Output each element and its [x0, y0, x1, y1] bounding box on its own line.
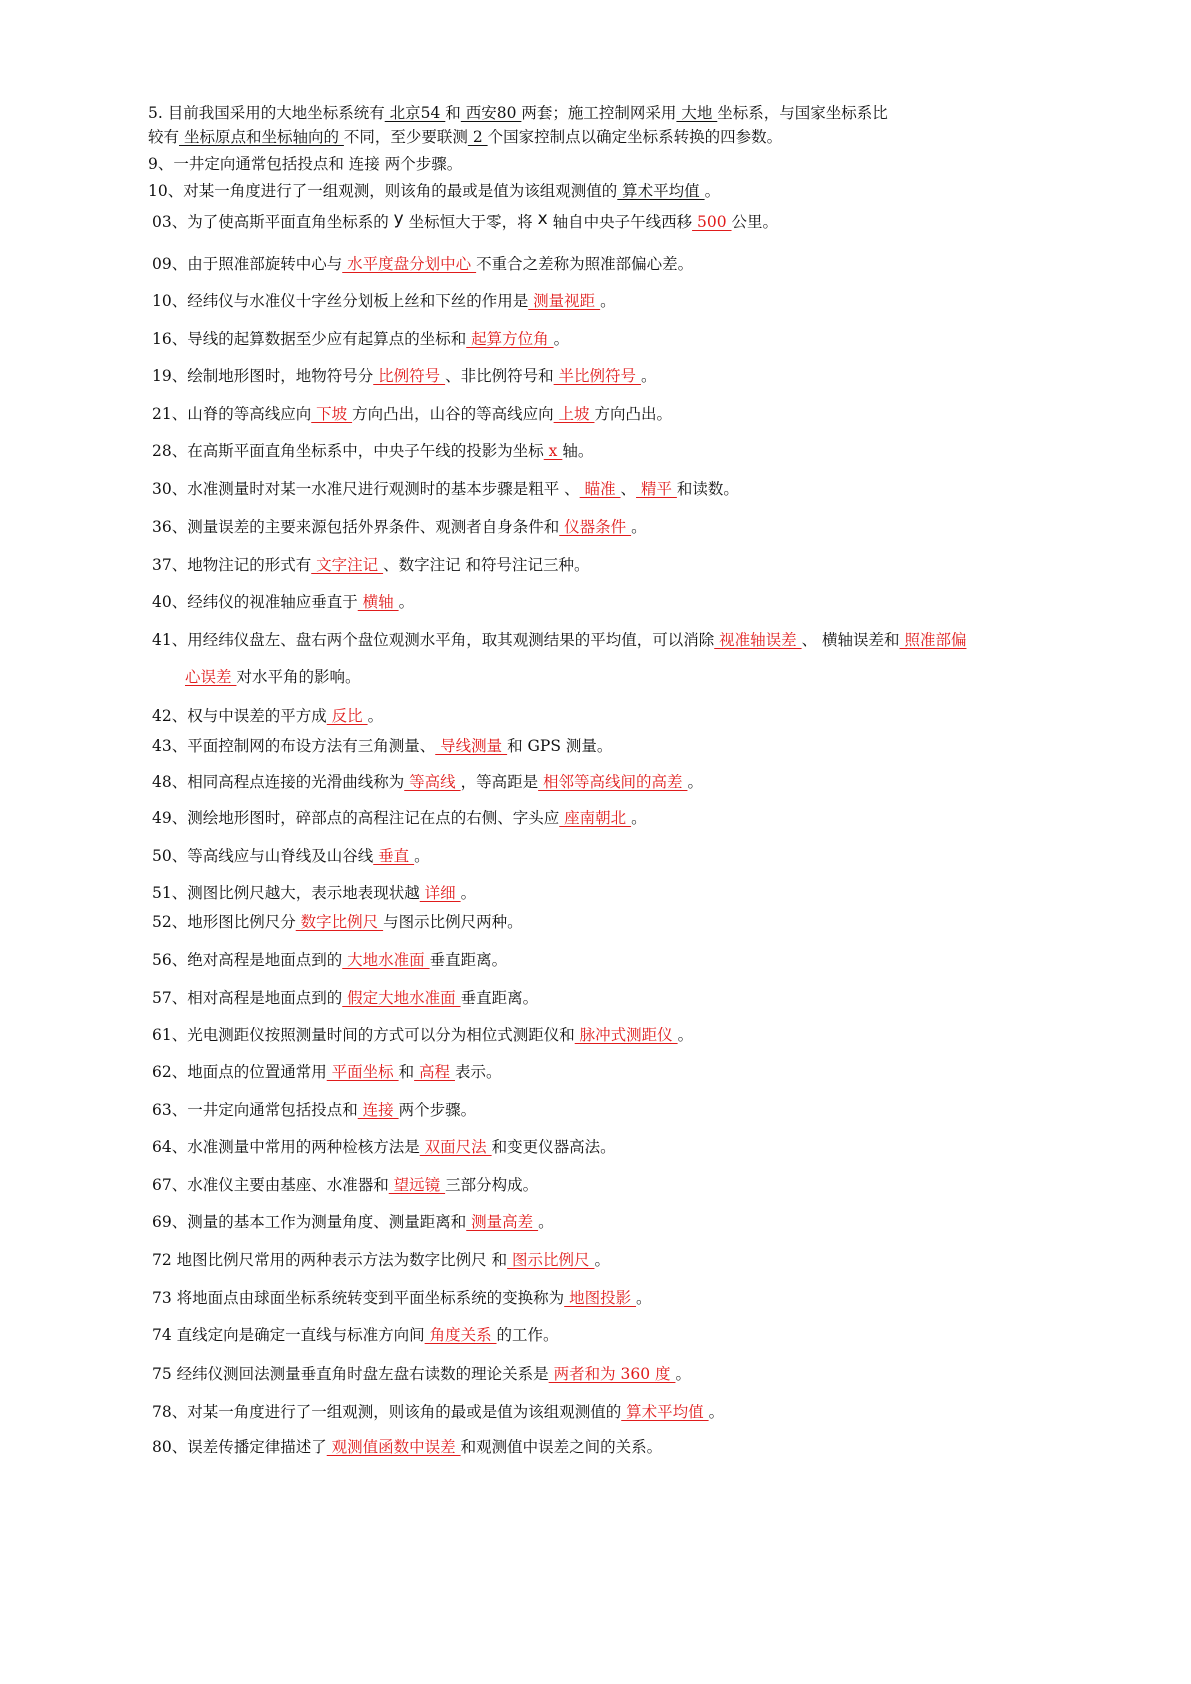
question-text: 三部分构成。 — [445, 1176, 539, 1194]
question-text: 。 — [675, 1365, 691, 1383]
answer-blank: 座南朝北 — [559, 809, 632, 827]
answer-blank: 双面尺法 — [419, 1138, 492, 1156]
question-line — [152, 1025, 1112, 1045]
question-text: 57、相对高程是地面点到的 — [152, 989, 343, 1007]
question-text: 。 — [704, 182, 721, 200]
answer-blank: 北京54 — [384, 104, 446, 122]
question-text: 和 — [398, 1063, 415, 1081]
answer-blank: 假定大地水准面 — [342, 989, 461, 1007]
axis-symbol: y — [393, 209, 404, 229]
question-text: 。 — [677, 1026, 694, 1044]
question-line — [152, 1100, 1112, 1120]
question-line — [152, 555, 1112, 575]
question-line — [148, 103, 1108, 123]
question-line — [152, 1288, 1112, 1308]
question-line — [152, 366, 1112, 386]
question-text: 和 GPS 测量。 — [507, 737, 613, 755]
question-line — [152, 517, 1112, 537]
question-line — [152, 441, 1112, 461]
question-text: 36、测量误差的主要来源包括外界条件、观测者自身条件和 — [152, 518, 560, 536]
answer-blank: 大地水准面 — [342, 951, 430, 969]
question-text: 80、误差传播定律描述了 — [152, 1438, 327, 1456]
question-line — [152, 846, 1112, 866]
question-text: 03、为了使高斯平面直角坐标系的 — [152, 213, 394, 231]
question-line — [152, 630, 1112, 650]
question-line — [152, 772, 1112, 792]
answer-blank: 上坡 — [553, 405, 595, 423]
question-text: 。 — [708, 1403, 725, 1421]
answer-blank: 半比例符号 — [553, 367, 641, 385]
question-line — [152, 209, 1112, 232]
answer-blank: 测量视距 — [528, 292, 601, 310]
answer-blank: 文字注记 — [311, 556, 384, 574]
question-text: 对水平角的影响。 — [236, 668, 361, 686]
answer-blank: 大地 — [676, 104, 718, 122]
question-line — [148, 181, 1108, 201]
question-text: 较有 — [148, 128, 180, 146]
question-text: ，等高距是 — [460, 773, 539, 791]
question-line — [152, 883, 1112, 903]
question-text: 51、测图比例尺越大，表示地表现状越 — [152, 884, 420, 902]
question-text: 。 — [687, 773, 703, 791]
answer-blank: 算术平均值 — [617, 182, 705, 200]
answer-blank: 下坡 — [311, 405, 353, 423]
question-line — [152, 254, 1112, 274]
question-line — [152, 988, 1112, 1008]
question-text: 的工作。 — [496, 1326, 559, 1344]
answer-blank: 仪器条件 — [559, 518, 632, 536]
question-text: 、 横轴误差和 — [801, 631, 900, 649]
question-text: 78、对某一角度进行了一组观测，则该角的最或是值为该组观测值的 — [152, 1403, 622, 1421]
question-text: 10、经纬仪与水准仪十字丝分划板上丝和下丝的作用是 — [152, 292, 529, 310]
question-text: 63、一井定向通常包括投点和 — [152, 1101, 358, 1119]
question-line — [152, 808, 1112, 828]
question-line — [152, 1364, 1112, 1384]
question-text: 。 — [460, 884, 477, 902]
question-text: 和 — [445, 104, 461, 122]
answer-blank: 心误差 — [185, 668, 237, 686]
answer-blank: 精平 — [636, 480, 677, 498]
question-text: 37、地物注记的形式有 — [152, 556, 312, 574]
answer-blank: 算术平均值 — [621, 1403, 709, 1421]
question-text: 、 — [620, 480, 637, 498]
question-text: 9、一井定向通常包括投点和 连接 两个步骤。 — [148, 155, 463, 173]
answer-blank: 垂直 — [373, 847, 415, 865]
question-text: 50、等高线应与山脊线及山谷线 — [152, 847, 374, 865]
question-text: 不同，至少要联测 — [343, 128, 468, 146]
answer-blank: 500 — [692, 213, 732, 231]
question-text: 21、山脊的等高线应向 — [152, 405, 312, 423]
question-text: 表示。 — [454, 1063, 502, 1081]
question-line — [152, 479, 1112, 499]
answer-blank: 照准部偏 — [899, 631, 967, 649]
question-text: 垂直距离。 — [460, 989, 539, 1007]
answer-blank: 高程 — [414, 1063, 455, 1081]
question-text: 坐标系，与国家坐标系比 — [717, 104, 888, 122]
question-text: 个国家控制点以确定坐标系转换的四参数。 — [487, 128, 783, 146]
answer-blank: 比例符号 — [373, 367, 446, 385]
question-text: 73 将地面点由球面坐标系统转变到平面坐标系统的变换称为 — [152, 1289, 565, 1307]
question-text: 42、权与中误差的平方成 — [152, 707, 327, 725]
question-text: 。 — [553, 330, 570, 348]
question-text: 09、由于照准部旋转中心与 — [152, 255, 343, 273]
answer-blank: 起算方位角 — [466, 330, 554, 348]
question-text: 10、对某一角度进行了一组观测，则该角的最或是值为该组观测值的 — [148, 182, 618, 200]
question-text: 公里。 — [731, 213, 779, 231]
question-text: 16、导线的起算数据至少应有起算点的坐标和 — [152, 330, 467, 348]
question-line — [152, 706, 1112, 726]
answer-blank: 角度关系 — [424, 1326, 497, 1344]
question-text: 28、在高斯平面直角坐标系中，中央子午线的投影为坐标 — [152, 442, 544, 460]
question-line — [185, 667, 1145, 687]
answer-blank: 2 — [467, 128, 488, 146]
question-line — [152, 1175, 1112, 1195]
question-text: 坐标恒大于零，将 — [403, 213, 538, 231]
question-text: 41、用经纬仪盘左、盘右两个盘位观测水平角，取其观测结果的平均值，可以消除 — [152, 631, 715, 649]
answer-blank: x — [543, 442, 563, 460]
question-text: 30、水准测量时对某一水准尺进行观测时的基本步骤是粗平 、 — [152, 480, 580, 498]
question-text: 、数字注记 和符号注记三种。 — [383, 556, 590, 574]
answer-blank: 平面坐标 — [326, 1063, 399, 1081]
answer-blank: 测量高差 — [466, 1213, 539, 1231]
question-text: 。 — [414, 847, 430, 865]
answer-blank: 视准轴误差 — [714, 631, 802, 649]
question-text: 和变更仪器高法。 — [491, 1138, 616, 1156]
question-text: 61、光电测距仪按照测量时间的方式可以分为相位式测距仪和 — [152, 1026, 575, 1044]
answer-blank: 脉冲式测距仪 — [574, 1026, 678, 1044]
answer-blank: 连接 — [357, 1101, 399, 1119]
question-line — [152, 1402, 1112, 1422]
question-text: 、非比例符号和 — [445, 367, 554, 385]
question-line — [152, 1437, 1112, 1457]
answer-blank: 横轴 — [357, 593, 399, 611]
answer-blank: 两者和为 360 度 — [548, 1365, 676, 1383]
question-line — [152, 592, 1112, 612]
question-text: 。 — [636, 1289, 652, 1307]
answer-blank: 瞄准 — [579, 480, 621, 498]
question-text: 67、水准仪主要由基座、水准器和 — [152, 1176, 389, 1194]
question-text: 。 — [631, 809, 647, 827]
answer-blank: 反比 — [326, 707, 368, 725]
question-text: 5. 目前我国采用的大地坐标系统有 — [148, 104, 385, 122]
question-text: 75 经纬仪测回法测量垂直角时盘左盘右读数的理论关系是 — [152, 1365, 549, 1383]
question-line — [152, 1062, 1112, 1082]
question-text: 轴自中央子午线西移 — [547, 213, 693, 231]
question-text: 两个步骤。 — [398, 1101, 477, 1119]
question-text: 40、经纬仪的视准轴应垂直于 — [152, 593, 358, 611]
question-text: 不重合之差称为照准部偏心差。 — [476, 255, 694, 273]
question-text: 与图示比例尺两种。 — [383, 913, 523, 931]
question-text: 。 — [594, 1251, 610, 1269]
question-text: 62、地面点的位置通常用 — [152, 1063, 327, 1081]
question-line — [152, 912, 1112, 932]
question-line — [152, 1212, 1112, 1232]
answer-blank: 地图投影 — [564, 1289, 637, 1307]
question-text: 。 — [367, 707, 384, 725]
answer-blank: 图示比例尺 — [507, 1251, 595, 1269]
question-line — [152, 404, 1112, 424]
question-line — [152, 950, 1112, 970]
question-text: 64、水准测量中常用的两种检核方法是 — [152, 1138, 420, 1156]
question-line — [152, 291, 1112, 311]
question-line — [152, 1250, 1112, 1270]
question-line — [152, 1137, 1112, 1157]
question-text: 56、绝对高程是地面点到的 — [152, 951, 343, 969]
question-text: 轴。 — [562, 442, 594, 460]
question-text: 和观测值中误差之间的关系。 — [460, 1438, 663, 1456]
question-text: 。 — [600, 292, 616, 310]
question-text: 52、地形图比例尺分 — [152, 913, 296, 931]
question-text: 两套；施工控制网采用 — [521, 104, 677, 122]
question-text: 垂直距离。 — [429, 951, 508, 969]
answer-blank: 西安80 — [460, 104, 522, 122]
answer-blank: 观测值函数中误差 — [326, 1438, 461, 1456]
question-line — [148, 154, 1108, 174]
question-line — [148, 127, 1108, 147]
question-line — [152, 329, 1112, 349]
question-text: 和读数。 — [676, 480, 739, 498]
question-text: 。 — [640, 367, 657, 385]
answer-blank: 相邻等高线间的高差 — [538, 773, 688, 791]
question-text: 19、绘制地形图时，地物符号分 — [152, 367, 374, 385]
answer-blank: 等高线 — [404, 773, 461, 791]
question-text: 72 地图比例尺常用的两种表示方法为数字比例尺 和 — [152, 1251, 508, 1269]
question-text: 74 直线定向是确定一直线与标准方向间 — [152, 1326, 425, 1344]
question-text: 。 — [631, 518, 647, 536]
axis-symbol: x — [537, 209, 548, 229]
question-line — [152, 736, 1112, 756]
answer-blank: 坐标原点和坐标轴向的 — [179, 128, 344, 146]
question-text: 49、测绘地形图时，碎部点的高程注记在点的右侧、字头应 — [152, 809, 560, 827]
answer-blank: 数字比例尺 — [295, 913, 384, 931]
answer-blank: 导线测量 — [435, 737, 508, 755]
question-text: 。 — [398, 593, 415, 611]
answer-blank: 详细 — [419, 884, 461, 902]
question-text: 方向凸出，山谷的等高线应向 — [352, 405, 554, 423]
question-text: 。 — [538, 1213, 554, 1231]
question-text: 43、平面控制网的布设方法有三角测量、 — [152, 737, 436, 755]
question-text: 48、相同高程点连接的光滑曲线称为 — [152, 773, 405, 791]
answer-blank: 望远镜 — [388, 1176, 446, 1194]
question-line — [152, 1325, 1112, 1345]
question-text: 方向凸出。 — [594, 405, 672, 423]
answer-blank: 水平度盘分划中心 — [342, 255, 477, 273]
question-text: 69、测量的基本工作为测量角度、测量距离和 — [152, 1213, 467, 1231]
